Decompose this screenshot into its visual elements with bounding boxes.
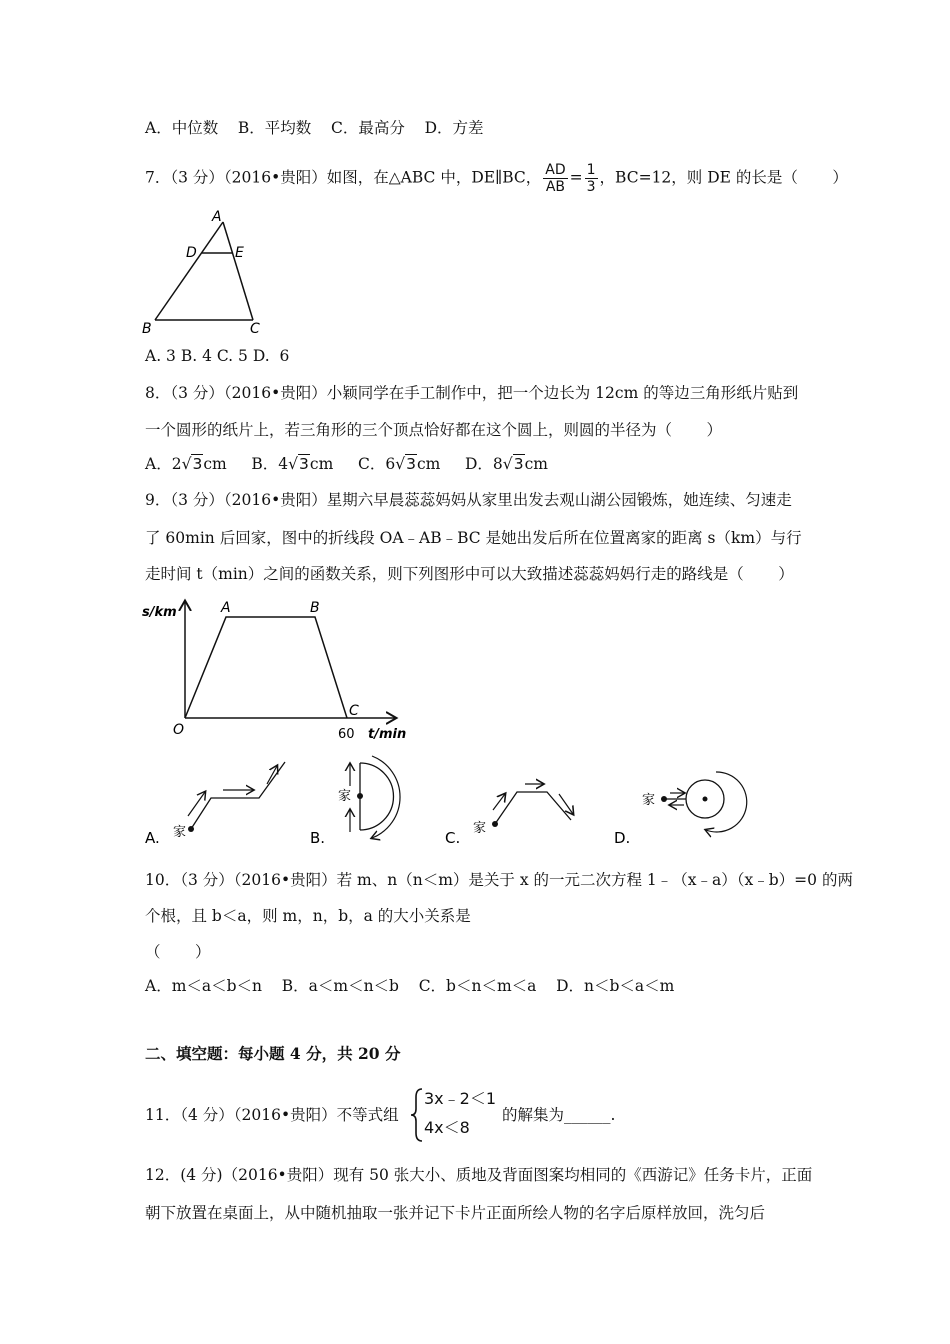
- label-e: E: [235, 245, 244, 261]
- q9-option-a-route: [145, 758, 295, 848]
- home-label-d: 家: [642, 793, 656, 808]
- q8-option-b: B．4√3cm: [251, 455, 334, 473]
- q8-option-d: D．8√3cm: [465, 455, 548, 473]
- point-c-label: C: [349, 703, 359, 719]
- system-brace: [410, 1087, 424, 1143]
- section-title: 二、填空题：每小题 4 分，共 20 分: [145, 1044, 401, 1063]
- option-d-letter: D.: [614, 829, 631, 847]
- label-b: B: [142, 321, 152, 337]
- q11-prefix: 11．（4 分）（2016•贵阳）不等式组: [145, 1106, 399, 1124]
- q11-inequality-1: 3x﹣2＜1: [424, 1089, 497, 1108]
- q12-line1: 12．(4 分)（2016•贵阳）现有 50 张大小、质地及背面图案均相同的《西游记》任务卡片，正面: [145, 1166, 813, 1184]
- q8-line1: 8．（3 分）（2016•贵阳）小颖同学在手工制作中，把一个边长为 12cm 的等边三角形纸片贴到: [145, 384, 799, 402]
- q9-line2: 了 60min 后回家，图中的折线段 OA﹣AB﹣BC 是她出发后所在位置离家的距离 s（km）与行: [145, 529, 802, 547]
- label-a: A: [212, 209, 222, 225]
- option-b-letter: B.: [310, 829, 326, 847]
- q10-options: A．m＜a＜b＜n B．a＜m＜n＜b C．b＜n＜m＜a D．n＜b＜a＜m: [145, 977, 675, 995]
- q7-fraction-ad-ab: $\frac{AD}{AB}$: [545, 162, 566, 195]
- home-label-c: 家: [473, 821, 487, 836]
- point-a-label: A: [221, 600, 231, 616]
- q8-line2: 一个圆形的纸片上，若三角形的三个顶点恰好都在这个圆上，则圆的半径为（ ）: [145, 421, 722, 439]
- q11-suffix: 的解集为______.: [502, 1106, 616, 1124]
- point-b-label: B: [310, 600, 320, 616]
- q8-option-c: C．6√3cm: [357, 455, 441, 473]
- q11-inequality-2: 4x＜8: [424, 1118, 470, 1137]
- label-d: D: [186, 245, 197, 261]
- q12-line2: 朝下放置在桌面上，从中随机抽取一张并记下卡片正面所绘人物的名字后原样放回，洗匀后: [145, 1204, 766, 1222]
- x-axis-label: t/min: [368, 727, 407, 742]
- q8-options: [145, 453, 548, 475]
- origin-label: O: [173, 722, 185, 738]
- option-a-letter: A.: [145, 829, 160, 847]
- home-label-a: 家: [173, 825, 187, 840]
- option-c-letter: C.: [445, 829, 461, 847]
- label-c: C: [250, 321, 260, 337]
- q9-distance-time-graph: [140, 598, 410, 748]
- q7-fraction-1-3: $\frac{1}{3}$: [586, 162, 596, 195]
- home-label-b: 家: [338, 789, 352, 804]
- q10-line1: 10．（3 分）（2016•贵阳）若 m、n（n＜m）是关于 x 的一元二次方程 1﹣（x﹣a）（x﹣b）=0 的两: [145, 871, 853, 889]
- q9-option-c-route: [445, 758, 585, 848]
- q9-line1: 9．（3 分）（2016•贵阳）星期六早晨蕊蕊妈妈从家里出发去观山湖公园锻炼，她连续、匀速走: [145, 491, 792, 509]
- q7-options: A. 3 B. 4 C. 5 D. 6: [145, 347, 290, 365]
- q10-line3: （ ）: [145, 943, 211, 961]
- q9-option-b-route: [310, 758, 410, 848]
- q7-triangle-figure: [140, 205, 280, 335]
- q6-options: A．中位数 B．平均数 C．最高分 D．方差: [145, 119, 484, 137]
- q10-line2: 个根，且 b＜a，则 m，n，b，a 的大小关系是: [145, 907, 471, 925]
- y-axis-label: s/km: [142, 605, 177, 620]
- tick-60-label: 60: [338, 727, 355, 742]
- q9-line3: 走时间 t（min）之间的函数关系，则下列图形中可以大致描述蕊蕊妈妈行走的路线是（ ）: [145, 565, 794, 583]
- q9-option-d-route: [612, 758, 752, 848]
- q8-option-a: A．2√3cm: [145, 455, 227, 473]
- q7-stem: 7．（3 分）（2016•贵阳）如图，在△ABC 中，DE∥BC， $\frac{AD}{AB}$ = $\frac{1}{3}$ ，BC=12，则 DE 的长是（ ）: [145, 162, 848, 195]
